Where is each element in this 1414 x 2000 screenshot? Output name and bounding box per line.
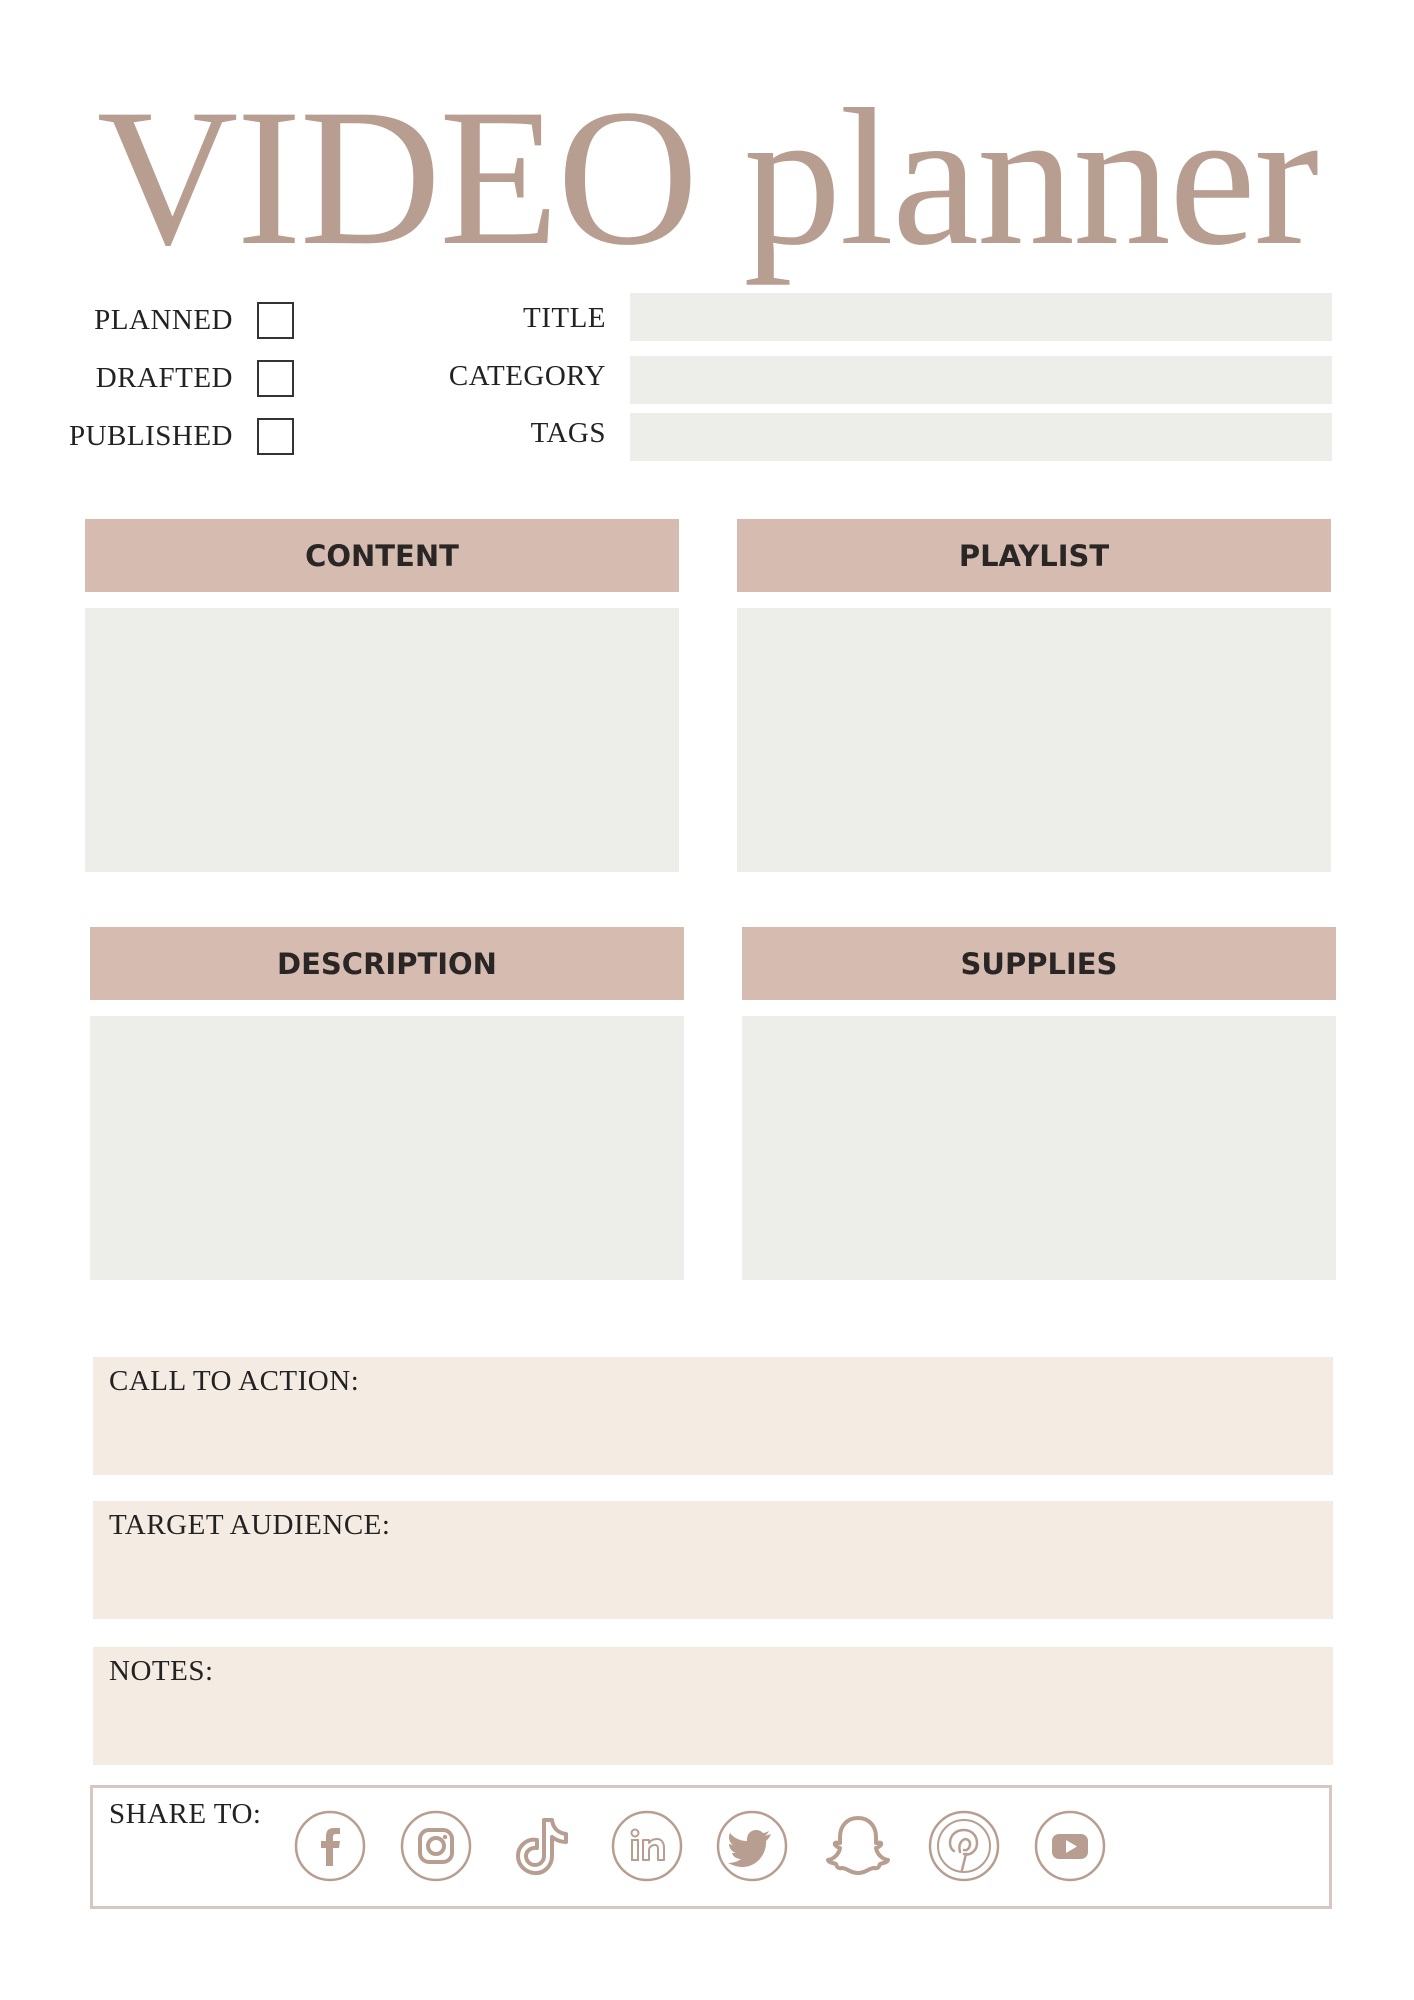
title-field[interactable] bbox=[630, 293, 1332, 341]
content-area[interactable] bbox=[85, 608, 679, 872]
page-title: VIDEO planner bbox=[96, 69, 1318, 286]
description-header: DESCRIPTION bbox=[90, 927, 684, 1000]
category-field[interactable] bbox=[630, 356, 1332, 404]
tiktok-icon[interactable] bbox=[506, 1810, 578, 1882]
notes-box[interactable] bbox=[93, 1647, 1333, 1765]
drafted-checkbox[interactable] bbox=[257, 360, 294, 397]
title-field-label: TITLE bbox=[522, 302, 606, 334]
pinterest-icon[interactable] bbox=[928, 1810, 1000, 1882]
call-to-action-box[interactable] bbox=[93, 1357, 1333, 1475]
share-to-box bbox=[90, 1785, 1332, 1909]
snapchat-icon[interactable] bbox=[822, 1810, 894, 1882]
twitter-icon[interactable] bbox=[716, 1810, 788, 1882]
status-label-planned: PLANNED bbox=[94, 304, 233, 336]
tags-field-label: TAGS bbox=[530, 417, 606, 449]
supplies-area[interactable] bbox=[742, 1016, 1336, 1280]
playlist-header: PLAYLIST bbox=[737, 519, 1331, 592]
target-audience-label: TARGET AUDIENCE: bbox=[109, 1509, 391, 1541]
category-field-label: CATEGORY bbox=[448, 360, 606, 392]
status-label-published: PUBLISHED bbox=[68, 420, 233, 452]
status-label-drafted: DRAFTED bbox=[95, 362, 233, 394]
target-audience-box[interactable] bbox=[93, 1501, 1333, 1619]
playlist-area[interactable] bbox=[737, 608, 1331, 872]
planned-checkbox[interactable] bbox=[257, 302, 294, 339]
share-to-label: SHARE TO: bbox=[109, 1798, 262, 1830]
published-checkbox[interactable] bbox=[257, 418, 294, 455]
call-to-action-label: CALL TO ACTION: bbox=[109, 1365, 360, 1397]
instagram-icon[interactable] bbox=[400, 1810, 472, 1882]
notes-label: NOTES: bbox=[109, 1655, 214, 1687]
description-area[interactable] bbox=[90, 1016, 684, 1280]
tags-field[interactable] bbox=[630, 413, 1332, 461]
youtube-icon[interactable] bbox=[1034, 1810, 1106, 1882]
linkedin-icon[interactable] bbox=[611, 1810, 683, 1882]
content-header: CONTENT bbox=[85, 519, 679, 592]
facebook-icon[interactable] bbox=[294, 1810, 366, 1882]
supplies-header: SUPPLIES bbox=[742, 927, 1336, 1000]
